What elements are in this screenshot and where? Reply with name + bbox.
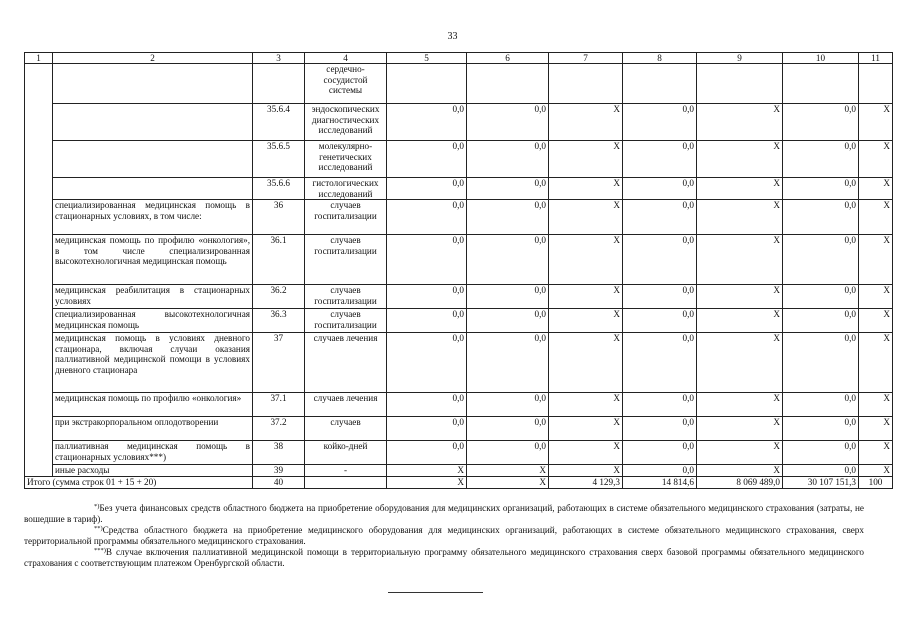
row-unit: случаев госпитализации (305, 235, 387, 285)
row-description: специализированная медицинская помощь в стационарных условиях, в том числе: (53, 200, 253, 235)
value-col10: 0,0 (783, 417, 859, 441)
value-col8: 0,0 (623, 200, 697, 235)
value-col5: X (387, 465, 467, 477)
value-col9: X (697, 141, 783, 178)
total-col10: 30 107 151,3 (783, 477, 859, 489)
value-col6: 0,0 (467, 417, 549, 441)
value-col11 (859, 64, 893, 104)
row-unit: сердечно-сосудистой системы (305, 64, 387, 104)
total-col11: 100 (859, 477, 893, 489)
value-col7: X (549, 333, 623, 393)
value-col6: 0,0 (467, 393, 549, 417)
value-col7: X (549, 235, 623, 285)
total-col7: 4 129,3 (549, 477, 623, 489)
footnote: *)Без учета финансовых средств областного бюджета на приобретение оборудования для медицинских организаций, работающих в системе обязательного медицинского страхования (затраты, не вошедшие в тариф). (24, 503, 864, 524)
column-number: 10 (783, 53, 859, 64)
row-code (253, 64, 305, 104)
row-unit: случаев госпитализации (305, 200, 387, 235)
value-col5: 0,0 (387, 178, 467, 200)
table-row (25, 285, 893, 309)
value-col11: X (859, 200, 893, 235)
row-unit: койко-дней (305, 441, 387, 465)
total-col5: X (387, 477, 467, 489)
value-col8: 0,0 (623, 104, 697, 141)
row-code: 37.1 (253, 393, 305, 417)
value-col9: X (697, 441, 783, 465)
value-col7: X (549, 465, 623, 477)
row-description: медицинская помощь по профилю «онкология» (53, 393, 253, 417)
value-col9: X (697, 393, 783, 417)
row-unit: случаев госпитализации (305, 309, 387, 333)
value-col6: 0,0 (467, 141, 549, 178)
value-col5: 0,0 (387, 200, 467, 235)
row-description (53, 64, 253, 104)
value-col10: 0,0 (783, 333, 859, 393)
value-col5: 0,0 (387, 104, 467, 141)
value-col8: 0,0 (623, 333, 697, 393)
value-col9: X (697, 417, 783, 441)
table-row (25, 64, 893, 104)
value-col6: 0,0 (467, 200, 549, 235)
financing-table (24, 52, 893, 489)
row-code: 36.2 (253, 285, 305, 309)
value-col11: X (859, 141, 893, 178)
value-col6: 0,0 (467, 285, 549, 309)
table-row (25, 441, 893, 465)
table-row (25, 465, 893, 477)
value-col11: X (859, 393, 893, 417)
value-col10: 0,0 (783, 441, 859, 465)
table-row (25, 104, 893, 141)
row-description: медицинская реабилитация в стационарных условиях (53, 285, 253, 309)
table-row (25, 393, 893, 417)
value-col5 (387, 64, 467, 104)
page-number: 33 (447, 31, 458, 42)
value-col11: X (859, 441, 893, 465)
row-description: медицинская помощь в условиях дневного стационара, включая случаи оказания паллиативной медицинской помощи в условиях дневного стационара (53, 333, 253, 393)
value-col5: 0,0 (387, 393, 467, 417)
value-col11: X (859, 309, 893, 333)
value-col5: 0,0 (387, 141, 467, 178)
table-row (25, 141, 893, 178)
column-number: 2 (53, 53, 253, 64)
value-col6: 0,0 (467, 309, 549, 333)
table-row (25, 200, 893, 235)
row-code: 36 (253, 200, 305, 235)
value-col8: 0,0 (623, 141, 697, 178)
value-col5: 0,0 (387, 309, 467, 333)
value-col10: 0,0 (783, 141, 859, 178)
row-unit: эндоскопических диагностических исследований (305, 104, 387, 141)
row-description: специализированная высокотехнологичная медицинская помощь (53, 309, 253, 333)
value-col9: X (697, 309, 783, 333)
row-code: 37 (253, 333, 305, 393)
row-code: 36.3 (253, 309, 305, 333)
value-col6: X (467, 465, 549, 477)
value-col10: 0,0 (783, 393, 859, 417)
value-col10: 0,0 (783, 309, 859, 333)
value-col5: 0,0 (387, 285, 467, 309)
row-unit: случаев госпитализации (305, 285, 387, 309)
row-unit: молекулярно-генетических исследований (305, 141, 387, 178)
total-row (25, 477, 893, 489)
row-code: 36.1 (253, 235, 305, 285)
column-number: 9 (697, 53, 783, 64)
value-col9: X (697, 200, 783, 235)
value-col6: 0,0 (467, 333, 549, 393)
closing-rule (388, 592, 483, 593)
row-code: 35.6.4 (253, 104, 305, 141)
value-col10: 0,0 (783, 178, 859, 200)
value-col10: 0,0 (783, 200, 859, 235)
column-number: 8 (623, 53, 697, 64)
value-col7: X (549, 393, 623, 417)
value-col10: 0,0 (783, 285, 859, 309)
row-number-cell (25, 64, 53, 477)
value-col11: X (859, 235, 893, 285)
row-description (53, 141, 253, 178)
table-row (25, 235, 893, 285)
column-number: 11 (859, 53, 893, 64)
value-col5: 0,0 (387, 417, 467, 441)
value-col8: 0,0 (623, 465, 697, 477)
row-description: при экстракорпоральном оплодотворении (53, 417, 253, 441)
row-code: 35.6.6 (253, 178, 305, 200)
column-number: 3 (253, 53, 305, 64)
value-col11: X (859, 333, 893, 393)
value-col8: 0,0 (623, 178, 697, 200)
total-code: 40 (253, 477, 305, 489)
value-col7: X (549, 178, 623, 200)
value-col9: X (697, 178, 783, 200)
row-unit: случаев лечения (305, 333, 387, 393)
row-unit: гистологических исследований (305, 178, 387, 200)
value-col8: 0,0 (623, 285, 697, 309)
value-col11: X (859, 285, 893, 309)
total-label: Итого (сумма строк 01 + 15 + 20) (25, 477, 253, 489)
value-col9: X (697, 333, 783, 393)
row-code: 38 (253, 441, 305, 465)
value-col9: X (697, 104, 783, 141)
value-col7 (549, 64, 623, 104)
column-number: 6 (467, 53, 549, 64)
value-col9: X (697, 285, 783, 309)
column-number: 1 (25, 53, 53, 64)
row-unit: - (305, 465, 387, 477)
value-col6: 0,0 (467, 235, 549, 285)
footnote: ***)В случае включения паллиативной медицинской помощи в территориальную программу обязательного медицинского страхования сверх базовой программы обязательного медицинского страхования с соответствующим платежом Оренбургской области. (24, 547, 864, 568)
row-code: 35.6.5 (253, 141, 305, 178)
value-col9 (697, 64, 783, 104)
value-col8: 0,0 (623, 309, 697, 333)
value-col7: X (549, 200, 623, 235)
row-description (53, 104, 253, 141)
value-col11: X (859, 465, 893, 477)
total-col6: X (467, 477, 549, 489)
column-header-row (25, 53, 893, 64)
value-col7: X (549, 309, 623, 333)
value-col8: 0,0 (623, 441, 697, 465)
value-col10: 0,0 (783, 104, 859, 141)
column-number: 7 (549, 53, 623, 64)
row-code: 37.2 (253, 417, 305, 441)
value-col9: X (697, 235, 783, 285)
value-col10: 0,0 (783, 465, 859, 477)
value-col5: 0,0 (387, 441, 467, 465)
value-col7: X (549, 417, 623, 441)
value-col6: 0,0 (467, 441, 549, 465)
value-col5: 0,0 (387, 333, 467, 393)
value-col8: 0,0 (623, 235, 697, 285)
row-description: медицинская помощь по профилю «онкология», в том числе специализированная высокотехнологичная медицинская помощь (53, 235, 253, 285)
row-description: иные расходы (53, 465, 253, 477)
value-col9: X (697, 465, 783, 477)
value-col5: 0,0 (387, 235, 467, 285)
value-col10 (783, 64, 859, 104)
value-col8: 0,0 (623, 417, 697, 441)
total-col8: 14 814,6 (623, 477, 697, 489)
value-col6 (467, 64, 549, 104)
footnotes (24, 503, 864, 569)
value-col7: X (549, 441, 623, 465)
column-number: 5 (387, 53, 467, 64)
value-col10: 0,0 (783, 235, 859, 285)
row-description: паллиативная медицинская помощь в стационарных условиях***) (53, 441, 253, 465)
value-col8 (623, 64, 697, 104)
row-unit: случаев (305, 417, 387, 441)
row-description (53, 178, 253, 200)
table-row (25, 417, 893, 441)
value-col11: X (859, 417, 893, 441)
value-col7: X (549, 285, 623, 309)
total-unit (305, 477, 387, 489)
column-number: 4 (305, 53, 387, 64)
row-unit: случаев лечения (305, 393, 387, 417)
table-row (25, 178, 893, 200)
footnote: **)Средства областного бюджета на приобретение медицинского оборудования для медицинских организаций, работающих в системе обязательного медицинского страхования, сверх территориальной программы обязательного медицинского страхования. (24, 525, 864, 546)
value-col7: X (549, 104, 623, 141)
value-col11: X (859, 104, 893, 141)
value-col7: X (549, 141, 623, 178)
table-row (25, 309, 893, 333)
value-col11: X (859, 178, 893, 200)
value-col6: 0,0 (467, 178, 549, 200)
value-col6: 0,0 (467, 104, 549, 141)
table-row (25, 333, 893, 393)
total-col9: 8 069 489,0 (697, 477, 783, 489)
value-col8: 0,0 (623, 393, 697, 417)
row-code: 39 (253, 465, 305, 477)
